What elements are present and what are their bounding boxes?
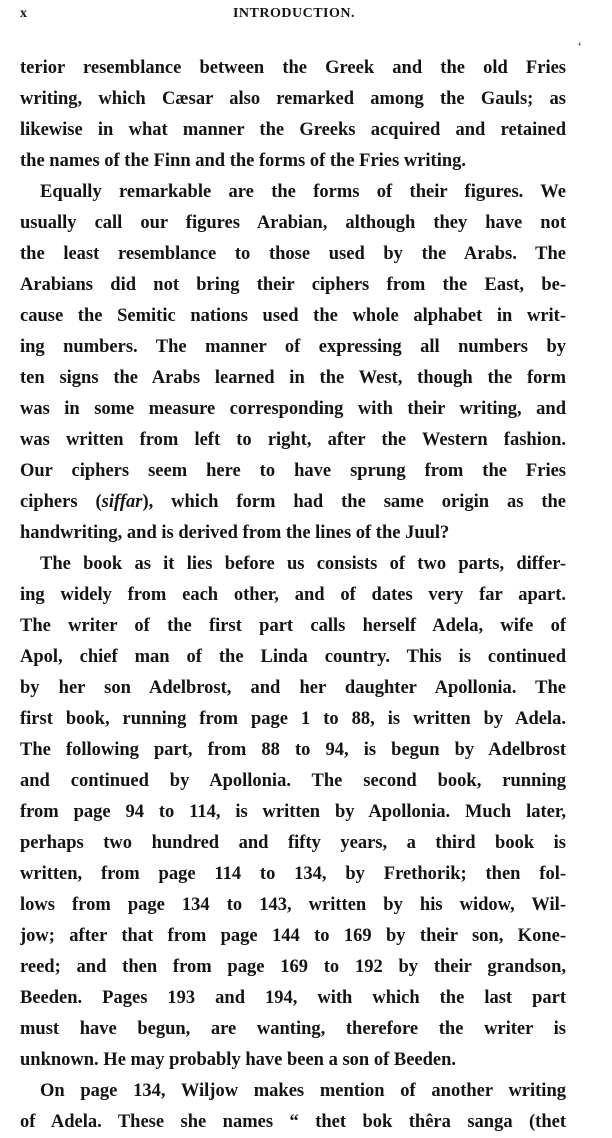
running-title: INTRODUCTION. [232,6,355,21]
text-line-ciphers [20,487,566,518]
ciphers-after: ), which form had the same origin as the [142,492,566,512]
text-line: Arabians did not bring their ciphers from the East, be- [20,275,566,295]
ciphers-before: ciphers ( [20,492,102,512]
text-line: ing numbers. The manner of expressing all numbers by [20,337,566,357]
text-line: Apol, chief man of the Linda country. This is continued [20,647,566,667]
text-line: The following part, from 88 to 94, is begun by Adelbrost [20,740,566,760]
text-line: was written from left to right, after the Western fashion. [20,430,566,450]
text-line: jow; after that from page 144 to 169 by their son, Kone- [20,926,566,946]
text-line: perhaps two hundred and fifty years, a third book is [20,833,566,853]
text-line: On page 134, Wiljow makes mention of another writing [40,1081,566,1101]
text-line: ten signs the Arabs learned in the West, though the form [20,368,566,388]
text-line: likewise in what manner the Greeks acquired and retained [20,120,566,140]
text-line: terior resemblance between the Greek and the old Fries [20,58,566,78]
text-line: writing, which Cæsar also remarked among the Gauls; as [20,89,566,109]
text-line: first book, running from page 1 to 88, is written by Adela. [20,709,566,729]
margin-mark: ‘ [577,40,582,55]
text-line: and continued by Apollonia. The second book, running [20,771,566,791]
text-line: cause the Semitic nations used the whole alphabet in writ- [20,306,566,326]
text-line: Our ciphers seem here to have sprung from the Fries [20,461,566,481]
text-line: was in some measure corresponding with their writing, and [20,399,566,419]
text-line: handwriting, and is derived from the lines of the Juul? [20,523,450,543]
text-line: must have begun, are wanting, therefore the writer is [20,1019,566,1039]
text-line: The writer of the first part calls herself Adela, wife of [20,616,566,636]
text-line: lows from page 134 to 143, written by his widow, Wil- [20,895,566,915]
page-number: x [20,6,27,21]
text-line: by her son Adelbrost, and her daughter Apollonia. The [20,678,566,698]
text-line: The book as it lies before us consists of two parts, differ- [40,554,566,574]
text-line: usually call our figures Arabian, although they have not [20,213,566,233]
running-head [20,6,568,30]
text-line: reed; and then from page 169 to 192 by their grandson, [20,957,566,977]
text-line: ing widely from each other, and of dates very far apart. [20,585,566,605]
text-line: Equally remarkable are the forms of their figures. We [40,182,566,202]
text-line: written, from page 114 to 134, by Frethorik; then fol- [20,864,566,884]
text-line: Beeden. Pages 193 and 194, with which the last part [20,988,566,1008]
text-line: the least resemblance to those used by the Arabs. The [20,244,566,264]
text-line: unknown. He may probably have been a son of Beeden. [20,1050,457,1070]
body-text [20,53,566,1138]
text-line: the names of the Finn and the forms of the Fries writing. [20,151,467,171]
text-line: from page 94 to 114, is written by Apollonia. Much later, [20,802,566,822]
text-line: of Adela. These she names “ thet bok thêra sanga (thet [20,1112,566,1132]
siffar-italic: siffar [101,492,143,512]
